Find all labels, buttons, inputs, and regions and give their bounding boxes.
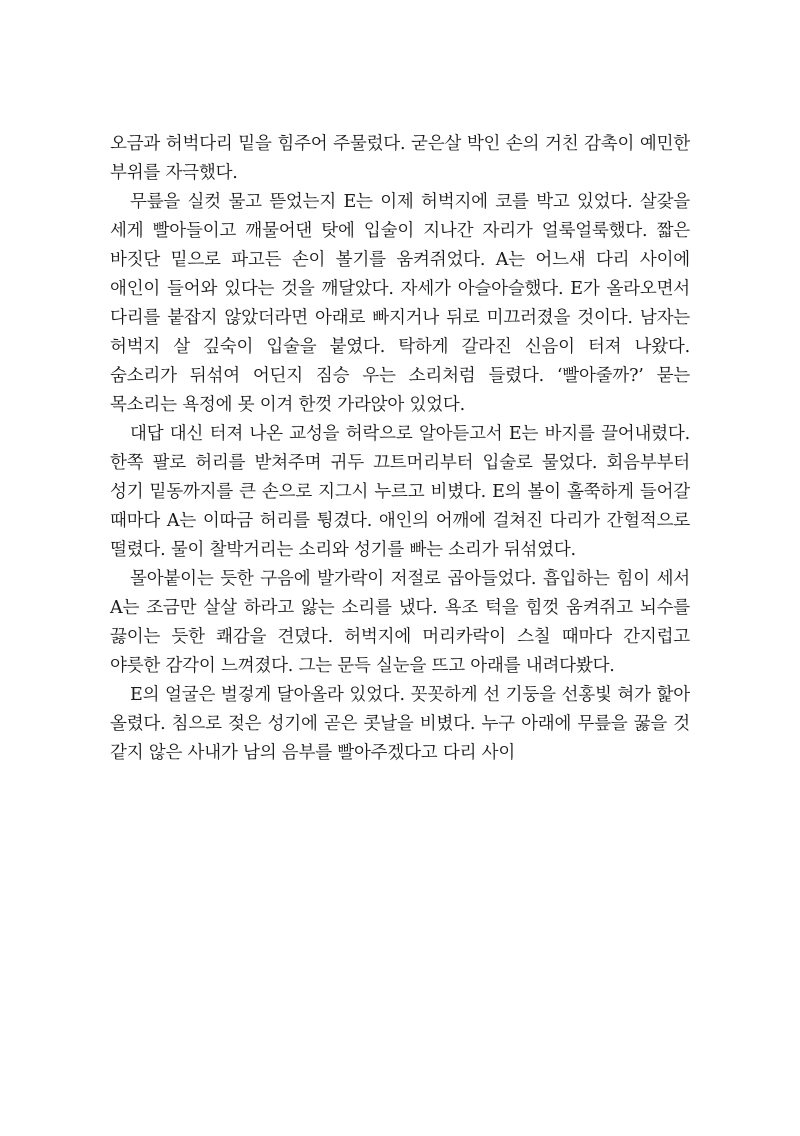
paragraph-4: 몰아붙이는 듯한 구음에 발가락이 저절로 곱아들었다. 흡입하는 힘이 세서 A는 조금만 살살 하라고 앓는 소리를 냈다. 욕조 턱을 힘껏 움켜쥐고 뇌수를 끓이는 듯한 쾌감을 견뎠다. 허벅지에 머리카락이 스칠 때마다 간지럽고 야릇한 감각이 느껴졌다. 그는 문득 실눈을 뜨고 아래를 내려다봤다. <box>110 569 690 676</box>
body-text <box>110 130 690 768</box>
paragraph-5: E의 얼굴은 벌겋게 달아올라 있었다. 꼿꼿하게 선 기둥을 선홍빛 혀가 핥아 올렸다. 침으로 젖은 성기에 곧은 콧날을 비볐다. 누구 아래에 무릎을 꿇을 것 같지 않은 사내가 남의 음부를 빨아주겠다고 다리 사이 <box>110 685 690 763</box>
paragraph-2: 무릎을 실컷 물고 뜯었는지 E는 이제 허벅지에 코를 박고 있었다. 살갗을 세게 빨아들이고 깨물어댄 탓에 입술이 지나간 자리가 얼룩얼룩했다. 짧은 바짓단 밑으로 파고든 손이 볼기를 움켜쥐었다. A는 어느새 다리 사이에 애인이 들어와 있다는 것을 깨달았다. 자세가 아슬아슬했다. E가 올라오면서 다리를 붙잡지 않았더라면 아래로 빠지거나 뒤로 미끄러졌을 것이다. 남자는 허벅지 살 깊숙이 입술을 붙였다. 탁하게 갈라진 신음이 터져 나왔다. 숨소리가 뒤섞여 어딘지 짐승 우는 소리처럼 들렸다. ‘빨아줄까?’ 묻는 목소리는 욕정에 못 이겨 한껏 가라앉아 있었다. <box>110 192 690 415</box>
paragraph-1: 오금과 허벅다리 밑을 힘주어 주물렀다. 굳은살 박인 손의 거친 감촉이 예민한 부위를 자극했다. <box>110 134 690 183</box>
paragraph-3: 대답 대신 터져 나온 교성을 허락으로 알아듣고서 E는 바지를 끌어내렸다. 한쪽 팔로 허리를 받쳐주며 귀두 끄트머리부터 입술로 물었다. 회음부부터 성기 밑동까지를 큰 손으로 지그시 누르고 비볐다. E의 볼이 홀쭉하게 들어갈 때마다 A는 이따금 허리를 튕겼다. 애인의 어깨에 걸쳐진 다리가 간헐적으로 떨렸다. 물이 찰박거리는 소리와 성기를 빠는 소리가 뒤섞였다. <box>110 424 690 560</box>
